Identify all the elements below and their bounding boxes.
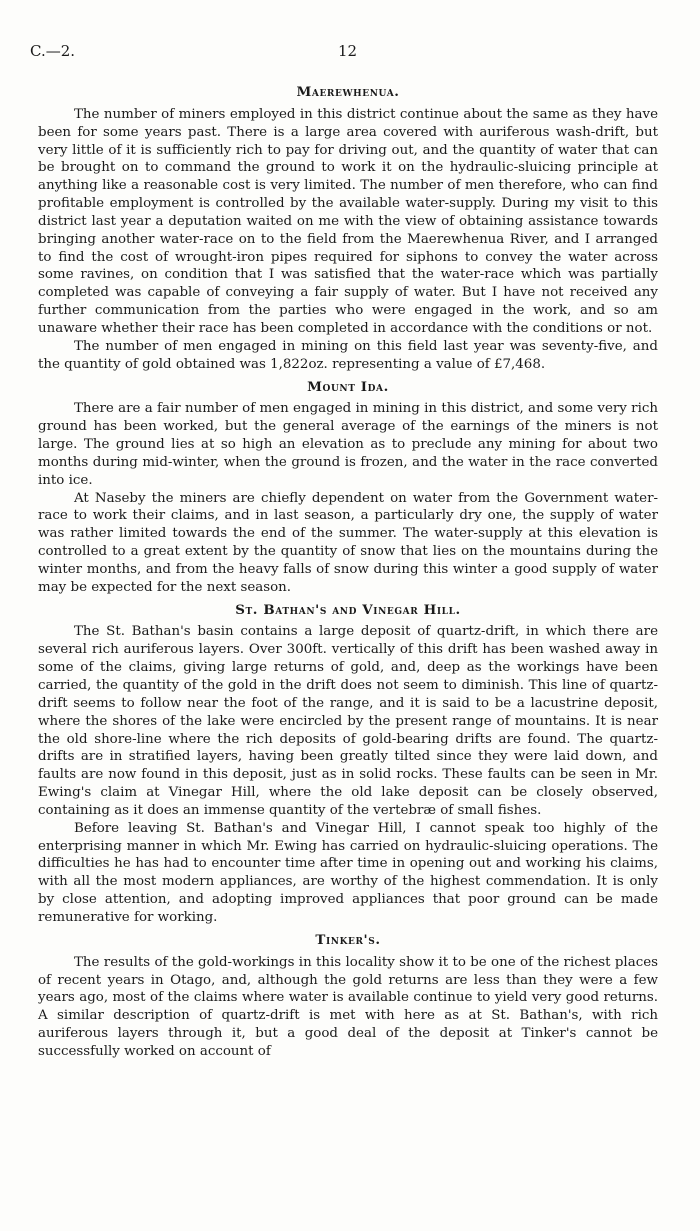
section-st-bathans — [38, 600, 658, 927]
section-heading: Mount Ida. — [307, 378, 389, 395]
section-heading: Tinker's. — [315, 931, 381, 948]
page-reference: C.—2. — [30, 42, 76, 60]
paragraph: There are a fair number of men engaged in mining in this district, and some very rich ground has been worked, but the general average of the earnings of the miners is not large. The ground lies at so high an elevation as to preclude any mining for about two months during mid-winter, when the ground is frozen, and the water in the race converted into ice. — [38, 401, 658, 488]
paragraph: Before leaving St. Bathan's and Vinegar Hill, I cannot speak too highly of the enterprising manner in which Mr. Ewing has carried on hydraulic-sluicing operations. The difficulties he has had to encounter time after time in opening out and working his claims, with all the most modern appliances, are worthy of the highest commendation. It is only by close attention, and adopting improved appliances that poor ground can be made remunerative for working. — [38, 820, 658, 925]
paragraph: The number of men engaged in mining on this field last year was seventy-five, and the quantity of gold obtained was 1,822oz. representing a value of £7,468. — [38, 338, 658, 372]
section-mount-ida — [38, 377, 658, 597]
page-body — [38, 82, 658, 1061]
paragraph: The results of the gold-workings in this locality show it to be one of the richest places of recent years in Otago, and, although the gold returns are less than they were a few years ago, most of the claims where water is available continue to yield very good returns. A similar description of quartz-drift is met with here as at St. Bathan's, with rich auriferous layers through it, but a good deal of the deposit at Tinker's cannot be successfully worked on account of — [38, 954, 658, 1059]
section-heading: Maerewhenua. — [296, 84, 400, 100]
paragraph: The St. Bathan's basin contains a large deposit of quartz-drift, in which there are several rich auriferous layers. Over 300ft. vertically of this drift has been washed away in some of the claims, giving large returns of gold, and, deep as the workings have been carried, the quantity of the gold in the drift does not seem to diminish. This line of quartz-drift seems to follow near the foot of the range, and it is said to be a lacustrine deposit, where the shores of the lake were encircled by the present range of mountains. It is near the old shore-line where the rich deposits of gold-bearing drifts are found. The quartz-drifts are in stratified layers, having been greatly tilted since they were laid down, and faults are now found in this deposit, just as in solid rocks. These faults can be seen in Mr. Ewing's claim at Vinegar Hill, where the old lake deposit can be closely observed, containing as it does an immense quantity of the vertebræ of small fishes. — [38, 624, 658, 818]
section-maerewhenua — [38, 82, 658, 374]
section-heading: St. Bathan's and Vinegar Hill. — [235, 601, 461, 618]
page-number: 12 — [338, 42, 358, 60]
paragraph: The number of miners employed in this district continue about the same as they have been for some years past. There is a large area covered with auriferous wash-drift, but very little of it is sufficiently rich to pay for driving out, and the quantity of water that can be brought on to command the ground to work it on the hydraulic-sluicing principle at anything like a reasonable cost is very limited. The number of men therefore, who can find profitable employment is controlled by the available water-supply. During my visit to this district last year a deputation waited on me with the view of obtaining assistance towards bringing another water-race on to the field from the Maerewhenua River, and I arranged to find the cost of wrought-iron pipes required for siphons to convey the water across some ravines, on condition that I was satisfied that the water-race which was partially completed was capable of conveying a fair supply of water. But I have not received any further communication from the parties who were engaged in the work, and so am unaware whether their race has been completed in accordance with the conditions or not. — [38, 106, 658, 336]
section-tinkers — [38, 930, 658, 1061]
paragraph: At Naseby the miners are chiefly dependent on water from the Government water-race to work their claims, and in last season, a particularly dry one, the supply of water was rather limited towards the end of the summer. The water-supply at this elevation is controlled to a great extent by the quantity of snow that lies on the mountains during the winter months, and from the heavy falls of snow during this winter a good supply of water may be expected for the next season. — [38, 490, 658, 595]
